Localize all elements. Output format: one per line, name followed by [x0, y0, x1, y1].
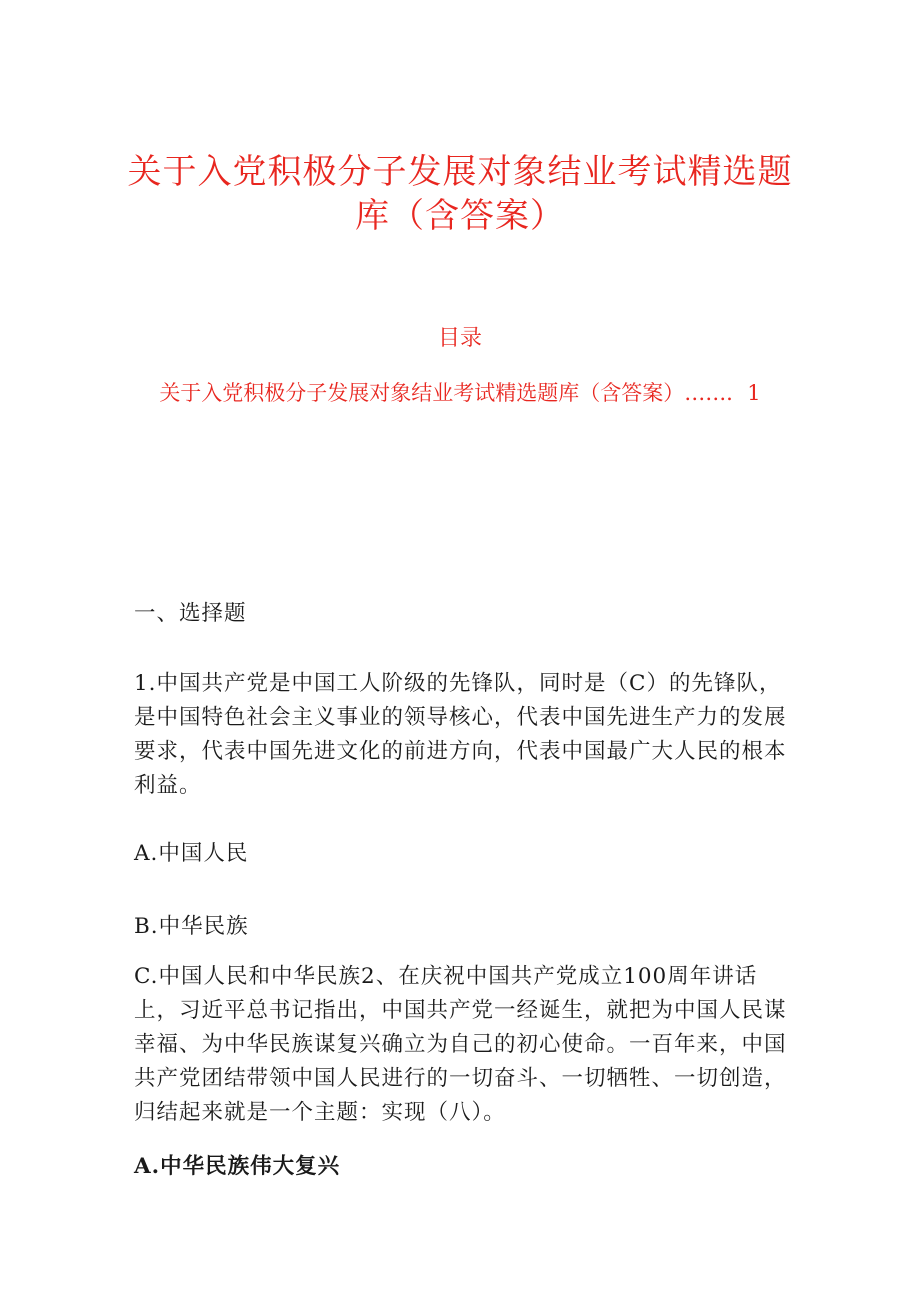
section-heading: 一、选择题 — [134, 601, 247, 626]
toc-heading: 目录 — [437, 326, 482, 351]
option-c-q1-and-question-2: C.中国人民和中华民族2、在庆祝中国共产党成立100周年讲话上，习近平总书记指出，中国共产党一经诞生，就把为中国人民谋幸福、为中华民族谋复兴确立为自己的初心使命。一百年来，中国共产党团结带领中国人民进行的一切奋斗、一切牺牲、一切创造，归结起来就是一个主题：实现（八）。 — [134, 964, 787, 1125]
question-1: 1.中国共产党是中国工人阶级的先锋队，同时是（C）的先锋队，是中国特色社会主义事业的领导核心，代表中国先进生产力的发展要求，代表中国先进文化的前进方向，代表中国最广大人民的根本利益。 — [134, 671, 787, 798]
option-b-q1: B.中华民族 — [134, 914, 249, 939]
option-a-q2: A.中华民族伟大复兴 — [134, 1154, 341, 1179]
document-title: 关于入党积极分子发展对象结业考试精选题库（含答案） — [127, 152, 793, 236]
option-a-q1: A.中国人民 — [134, 841, 249, 866]
toc-entry[interactable]: 关于入党积极分子发展对象结业考试精选题库（含答案）……．1 — [159, 381, 761, 405]
